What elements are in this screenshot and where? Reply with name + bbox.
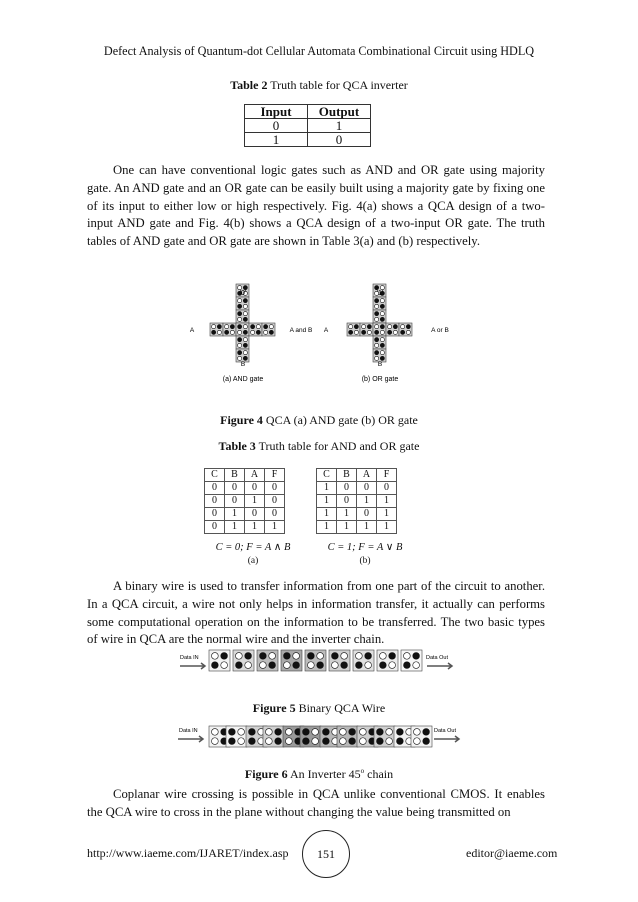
- electron-dot: [238, 312, 242, 316]
- table-cell: 0: [337, 495, 357, 508]
- table-cell: 1: [317, 482, 337, 495]
- table-row: [317, 521, 397, 534]
- and-input-a-label: A: [189, 327, 195, 334]
- table-cell: 0: [205, 521, 225, 534]
- empty-dot: [243, 304, 247, 308]
- electron-dot: [256, 330, 260, 334]
- qca-cell: [262, 323, 275, 336]
- electron-dot: [397, 738, 404, 745]
- header-cell: C: [317, 469, 337, 482]
- figure6-caption-label: Figure 6: [244, 767, 288, 781]
- empty-dot: [238, 729, 245, 736]
- empty-dot: [386, 738, 393, 745]
- figure4-qca-gates: [170, 280, 470, 390]
- electron-dot: [404, 662, 411, 669]
- empty-dot: [238, 343, 242, 347]
- electron-dot: [303, 729, 310, 736]
- qca-cell: [373, 310, 386, 323]
- electron-dot: [377, 738, 384, 745]
- header-cell: F: [265, 469, 285, 482]
- electron-dot: [375, 330, 379, 334]
- empty-dot: [312, 738, 319, 745]
- table3-caption: [0, 439, 638, 454]
- and-table-sublabel: (a): [247, 556, 259, 566]
- table-cell: 0: [337, 482, 357, 495]
- or-input-b-label: B: [377, 361, 383, 368]
- table-header-row: [205, 469, 285, 482]
- qca-cell: [236, 336, 249, 349]
- electron-dot: [236, 662, 243, 669]
- table-row: [205, 508, 285, 521]
- electron-dot: [356, 662, 363, 669]
- data-out-arrow-icon: [434, 736, 459, 742]
- empty-dot: [308, 662, 315, 669]
- page-number: 151: [302, 830, 350, 878]
- inverter-cell-pair: [246, 726, 284, 747]
- or-table-sublabel: (b): [359, 556, 371, 566]
- table-cell: 1: [317, 521, 337, 534]
- empty-dot: [217, 330, 221, 334]
- electron-dot: [317, 662, 324, 669]
- empty-dot: [380, 338, 384, 342]
- table-row: [245, 119, 371, 133]
- table-cell: 0: [245, 482, 265, 495]
- empty-dot: [264, 330, 268, 334]
- empty-dot: [260, 662, 267, 669]
- electron-dot: [375, 351, 379, 355]
- qca-cell: [373, 323, 386, 336]
- qca-cell: [281, 650, 302, 671]
- empty-dot: [375, 304, 379, 308]
- table-cell: 1: [317, 495, 337, 508]
- empty-dot: [380, 330, 384, 334]
- empty-dot: [349, 325, 353, 329]
- header-cell: B: [225, 469, 245, 482]
- electron-dot: [229, 729, 236, 736]
- inverter-chain-cells: [209, 726, 432, 747]
- table-row: [245, 133, 371, 147]
- empty-dot: [413, 662, 420, 669]
- data-out-arrow-icon: [427, 663, 452, 669]
- electron-dot: [249, 729, 256, 736]
- figure6-caption-sup: o: [360, 767, 365, 775]
- electron-dot: [243, 343, 247, 347]
- table-cell: 1: [265, 521, 285, 534]
- empty-dot: [266, 738, 273, 745]
- empty-dot: [256, 325, 260, 329]
- header-cell: B: [337, 469, 357, 482]
- empty-dot: [293, 653, 300, 660]
- electron-dot: [225, 330, 229, 334]
- electron-dot: [275, 729, 282, 736]
- table2-caption-label: Table 2: [230, 78, 268, 92]
- table-row: [205, 495, 285, 508]
- table-cell: 0: [357, 508, 377, 521]
- electron-dot: [269, 330, 273, 334]
- figure6-caption-text: An Inverter 45: [287, 767, 361, 781]
- empty-dot: [386, 729, 393, 736]
- electron-dot: [380, 304, 384, 308]
- empty-dot: [380, 351, 384, 355]
- and-formula: C = 0; F = A ∧ B: [215, 542, 291, 553]
- empty-dot: [375, 343, 379, 347]
- empty-dot: [221, 662, 228, 669]
- table-cell: 0: [265, 508, 285, 521]
- qca-cell: [209, 650, 230, 671]
- inverter-truth-table: [244, 104, 371, 147]
- and-input-b-label: B: [240, 361, 246, 368]
- table-cell: 0: [205, 495, 225, 508]
- table-cell: 1: [377, 521, 397, 534]
- paragraph-binary-wire: [87, 578, 545, 649]
- empty-dot: [365, 662, 372, 669]
- electron-dot: [332, 653, 339, 660]
- qca-cell: [300, 726, 321, 747]
- empty-dot: [375, 325, 379, 329]
- qca-cell: [353, 650, 374, 671]
- table2-caption: [0, 78, 638, 93]
- figure6-inverter-chain: [176, 721, 466, 751]
- table-row: [317, 482, 397, 495]
- electron-dot: [243, 299, 247, 303]
- table-cell: 1: [245, 521, 265, 534]
- electron-dot: [323, 738, 330, 745]
- empty-dot: [340, 738, 347, 745]
- empty-dot: [404, 653, 411, 660]
- table-cell: 0: [225, 495, 245, 508]
- table-cell: 0: [265, 495, 285, 508]
- table-row: [205, 521, 285, 534]
- table-cell: 1: [225, 521, 245, 534]
- empty-dot: [380, 299, 384, 303]
- empty-dot: [225, 325, 229, 329]
- paragraph-wire-crossing: [87, 786, 545, 822]
- electron-dot: [264, 325, 268, 329]
- or-formula: C = 1; F = A ∨ B: [327, 542, 403, 553]
- wire-data-in-label: Data IN: [180, 655, 199, 661]
- or-gate-sublabel: (b) OR gate: [361, 376, 399, 383]
- electron-dot: [341, 662, 348, 669]
- empty-dot: [360, 729, 367, 736]
- header-cell: A: [357, 469, 377, 482]
- electron-dot: [380, 325, 384, 329]
- electron-dot: [362, 330, 366, 334]
- empty-dot: [212, 729, 219, 736]
- empty-dot: [401, 325, 405, 329]
- empty-dot: [317, 653, 324, 660]
- qca-cell: [263, 726, 284, 747]
- figure5-binary-wire: [178, 647, 464, 677]
- qca-cell: [337, 726, 358, 747]
- figure6-caption-tail: chain: [364, 767, 394, 781]
- empty-dot: [251, 330, 255, 334]
- empty-dot: [243, 325, 247, 329]
- electron-dot: [406, 325, 410, 329]
- qca-cell: [411, 726, 432, 747]
- table-cell: 1: [245, 495, 265, 508]
- electron-dot: [212, 330, 216, 334]
- electron-dot: [212, 662, 219, 669]
- empty-dot: [245, 662, 252, 669]
- empty-dot: [238, 330, 242, 334]
- empty-dot: [238, 299, 242, 303]
- electron-dot: [243, 330, 247, 334]
- electron-dot: [229, 738, 236, 745]
- empty-dot: [406, 330, 410, 334]
- empty-dot: [341, 653, 348, 660]
- paragraph-text: One can have conventional logic gates such as AND and OR gate using majority gate. An AND gate and an OR gate can be easily built using a majority gate by fixing one of its input to either low or high respectively. Fig. 4(a) shows a QCA design of a two-input AND gate and Fig. 4(b) shows a QCA design of a two-input OR gate. The truth tables of AND gate and OR gate are shown in Table 3(a) and (b) respectively.: [87, 163, 545, 249]
- electron-dot: [389, 653, 396, 660]
- empty-dot: [362, 325, 366, 329]
- running-header: Defect Analysis of Quantum-dot Cellular Automata Combinational Circuit using HDLQ: [103, 44, 535, 58]
- electron-dot: [217, 325, 221, 329]
- electron-dot: [423, 738, 430, 745]
- empty-dot: [266, 729, 273, 736]
- and-output-label: A and B: [289, 327, 313, 334]
- qca-cell: [373, 297, 386, 310]
- or-input-a-label: A: [323, 327, 329, 334]
- empty-dot: [212, 738, 219, 745]
- empty-dot: [230, 330, 234, 334]
- electron-dot: [308, 653, 315, 660]
- figure6-caption: [0, 767, 638, 782]
- electron-dot: [393, 325, 397, 329]
- empty-dot: [238, 317, 242, 321]
- empty-dot: [354, 330, 358, 334]
- empty-dot: [414, 738, 421, 745]
- empty-dot: [243, 312, 247, 316]
- paragraph-text: Coplanar wire crossing is possible in QCA unlike conventional CMOS. It enables the QCA wire to cross in the plane without changing the value being transmitted on: [87, 787, 545, 819]
- qca-cell: [329, 650, 350, 671]
- qca-cell: [377, 650, 398, 671]
- data-in-arrow-icon: [180, 663, 205, 669]
- wire-data-out-label: Data Out: [426, 655, 449, 661]
- empty-dot: [269, 325, 273, 329]
- empty-dot: [332, 662, 339, 669]
- empty-dot: [238, 738, 245, 745]
- empty-dot: [243, 338, 247, 342]
- electron-dot: [230, 325, 234, 329]
- or-truth-table: [316, 468, 397, 534]
- electron-dot: [251, 325, 255, 329]
- electron-dot: [375, 299, 379, 303]
- data-in-arrow-icon: [178, 736, 203, 742]
- header-cell-input: Input: [245, 105, 308, 119]
- electron-dot: [245, 653, 252, 660]
- table-cell: 1: [357, 495, 377, 508]
- empty-dot: [356, 653, 363, 660]
- electron-dot: [380, 317, 384, 321]
- qca-cell: [233, 650, 254, 671]
- header-cell: C: [205, 469, 225, 482]
- electron-dot: [413, 653, 420, 660]
- table-cell: 1: [308, 119, 371, 133]
- empty-dot: [243, 351, 247, 355]
- inverter-cell-pair: [283, 726, 321, 747]
- header-cell-output: Output: [308, 105, 371, 119]
- table3-caption-label: Table 3: [218, 439, 256, 453]
- electron-dot: [260, 653, 267, 660]
- chain-data-out-label: Data Out: [434, 728, 457, 734]
- electron-dot: [303, 738, 310, 745]
- qca-cell: [210, 323, 223, 336]
- electron-dot: [284, 653, 291, 660]
- empty-dot: [238, 356, 242, 360]
- table-cell: 0: [205, 508, 225, 521]
- empty-dot: [312, 729, 319, 736]
- electron-dot: [269, 662, 276, 669]
- table-cell: 0: [225, 482, 245, 495]
- electron-dot: [238, 351, 242, 355]
- qca-cell: [236, 310, 249, 323]
- qca-cell: [223, 323, 236, 336]
- paragraph-logic-gates: [87, 162, 545, 251]
- paragraph-text: A binary wire is used to transfer information from one part of the circuit to another. In a QCA circuit, a wire not only helps in information transfer, it actually can performs some computational operation on the information to be transferred. The two basic types of wire in QCA are the normal wire and the inverter chain.: [87, 579, 545, 647]
- or-output-label: A or B: [431, 327, 449, 334]
- or-fixed-label: '1': [376, 290, 384, 297]
- table-header-row: [245, 105, 371, 119]
- header-cell: F: [377, 469, 397, 482]
- electron-dot: [375, 312, 379, 316]
- and-gate-sublabel: (a) AND gate: [222, 376, 264, 383]
- footer-website-link[interactable]: http://www.iaeme.com/IJARET/index.asp: [87, 846, 289, 860]
- electron-dot: [293, 662, 300, 669]
- qca-cell: [257, 650, 278, 671]
- table-row: [317, 495, 397, 508]
- empty-dot: [388, 325, 392, 329]
- figure4-caption-label: Figure 4: [220, 413, 263, 427]
- table-cell: 1: [337, 521, 357, 534]
- qca-cell: [236, 323, 249, 336]
- electron-dot: [238, 304, 242, 308]
- empty-dot: [414, 729, 421, 736]
- inverter-cell-pair: [320, 726, 358, 747]
- inverter-cell-pair: [394, 726, 432, 747]
- table-cell: 1: [337, 508, 357, 521]
- empty-dot: [212, 325, 216, 329]
- qca-cell: [399, 323, 412, 336]
- table-cell: 0: [357, 482, 377, 495]
- electron-dot: [380, 343, 384, 347]
- table-cell: 0: [308, 133, 371, 147]
- empty-dot: [389, 662, 396, 669]
- electron-dot: [375, 338, 379, 342]
- electron-dot: [401, 330, 405, 334]
- electron-dot: [354, 325, 358, 329]
- electron-dot: [349, 738, 356, 745]
- electron-dot: [397, 729, 404, 736]
- empty-dot: [286, 738, 293, 745]
- table-header-row: [317, 469, 397, 482]
- empty-dot: [380, 312, 384, 316]
- inverter-cell-pair: [357, 726, 395, 747]
- inverter-cell-pair: [209, 726, 247, 747]
- electron-dot: [249, 738, 256, 745]
- table-cell: 1: [225, 508, 245, 521]
- qca-cell: [360, 323, 373, 336]
- qca-cell: [374, 726, 395, 747]
- empty-dot: [375, 317, 379, 321]
- chain-data-in-label: Data IN: [179, 728, 198, 734]
- table-cell: 0: [245, 119, 308, 133]
- empty-dot: [367, 330, 371, 334]
- table-cell: 0: [245, 508, 265, 521]
- table-cell: 1: [245, 133, 308, 147]
- electron-dot: [243, 317, 247, 321]
- binary-wire-cells: [209, 650, 422, 671]
- qca-cell: [249, 323, 262, 336]
- empty-dot: [340, 729, 347, 736]
- table-cell: 0: [265, 482, 285, 495]
- figure5-caption: [0, 701, 638, 716]
- electron-dot: [349, 729, 356, 736]
- qca-cell: [347, 323, 360, 336]
- empty-dot: [286, 729, 293, 736]
- electron-dot: [367, 325, 371, 329]
- table-row: [205, 482, 285, 495]
- table-cell: 1: [357, 521, 377, 534]
- electron-dot: [377, 729, 384, 736]
- header-cell: A: [245, 469, 265, 482]
- and-truth-table: [204, 468, 285, 534]
- empty-dot: [375, 356, 379, 360]
- figure4-caption-text: QCA (a) AND gate (b) OR gate: [262, 413, 418, 427]
- electron-dot: [423, 729, 430, 736]
- footer-email-link[interactable]: editor@iaeme.com: [466, 846, 558, 860]
- electron-dot: [380, 662, 387, 669]
- and-fixed-label: '0': [239, 290, 247, 297]
- table-cell: 0: [377, 482, 397, 495]
- qca-cell: [236, 297, 249, 310]
- electron-dot: [380, 356, 384, 360]
- empty-dot: [284, 662, 291, 669]
- qca-cell: [305, 650, 326, 671]
- empty-dot: [236, 653, 243, 660]
- table2-caption-text: Truth table for QCA inverter: [267, 78, 408, 92]
- figure4-caption: [0, 413, 638, 428]
- electron-dot: [323, 729, 330, 736]
- table-cell: 1: [377, 508, 397, 521]
- empty-dot: [360, 738, 367, 745]
- electron-dot: [238, 325, 242, 329]
- electron-dot: [221, 653, 228, 660]
- table-row: [317, 508, 397, 521]
- figure5-caption-label: Figure 5: [252, 701, 296, 715]
- qca-cell: [373, 336, 386, 349]
- figure5-caption-text: Binary QCA Wire: [295, 701, 386, 715]
- qca-cell: [386, 323, 399, 336]
- electron-dot: [365, 653, 372, 660]
- table3-caption-text: Truth table for AND and OR gate: [255, 439, 420, 453]
- empty-dot: [393, 330, 397, 334]
- empty-dot: [380, 653, 387, 660]
- empty-dot: [269, 653, 276, 660]
- electron-dot: [243, 356, 247, 360]
- table-cell: 0: [205, 482, 225, 495]
- empty-dot: [212, 653, 219, 660]
- electron-dot: [388, 330, 392, 334]
- electron-dot: [349, 330, 353, 334]
- qca-cell: [401, 650, 422, 671]
- qca-cell: [226, 726, 247, 747]
- electron-dot: [275, 738, 282, 745]
- table-cell: 1: [317, 508, 337, 521]
- electron-dot: [238, 338, 242, 342]
- table-cell: 1: [377, 495, 397, 508]
